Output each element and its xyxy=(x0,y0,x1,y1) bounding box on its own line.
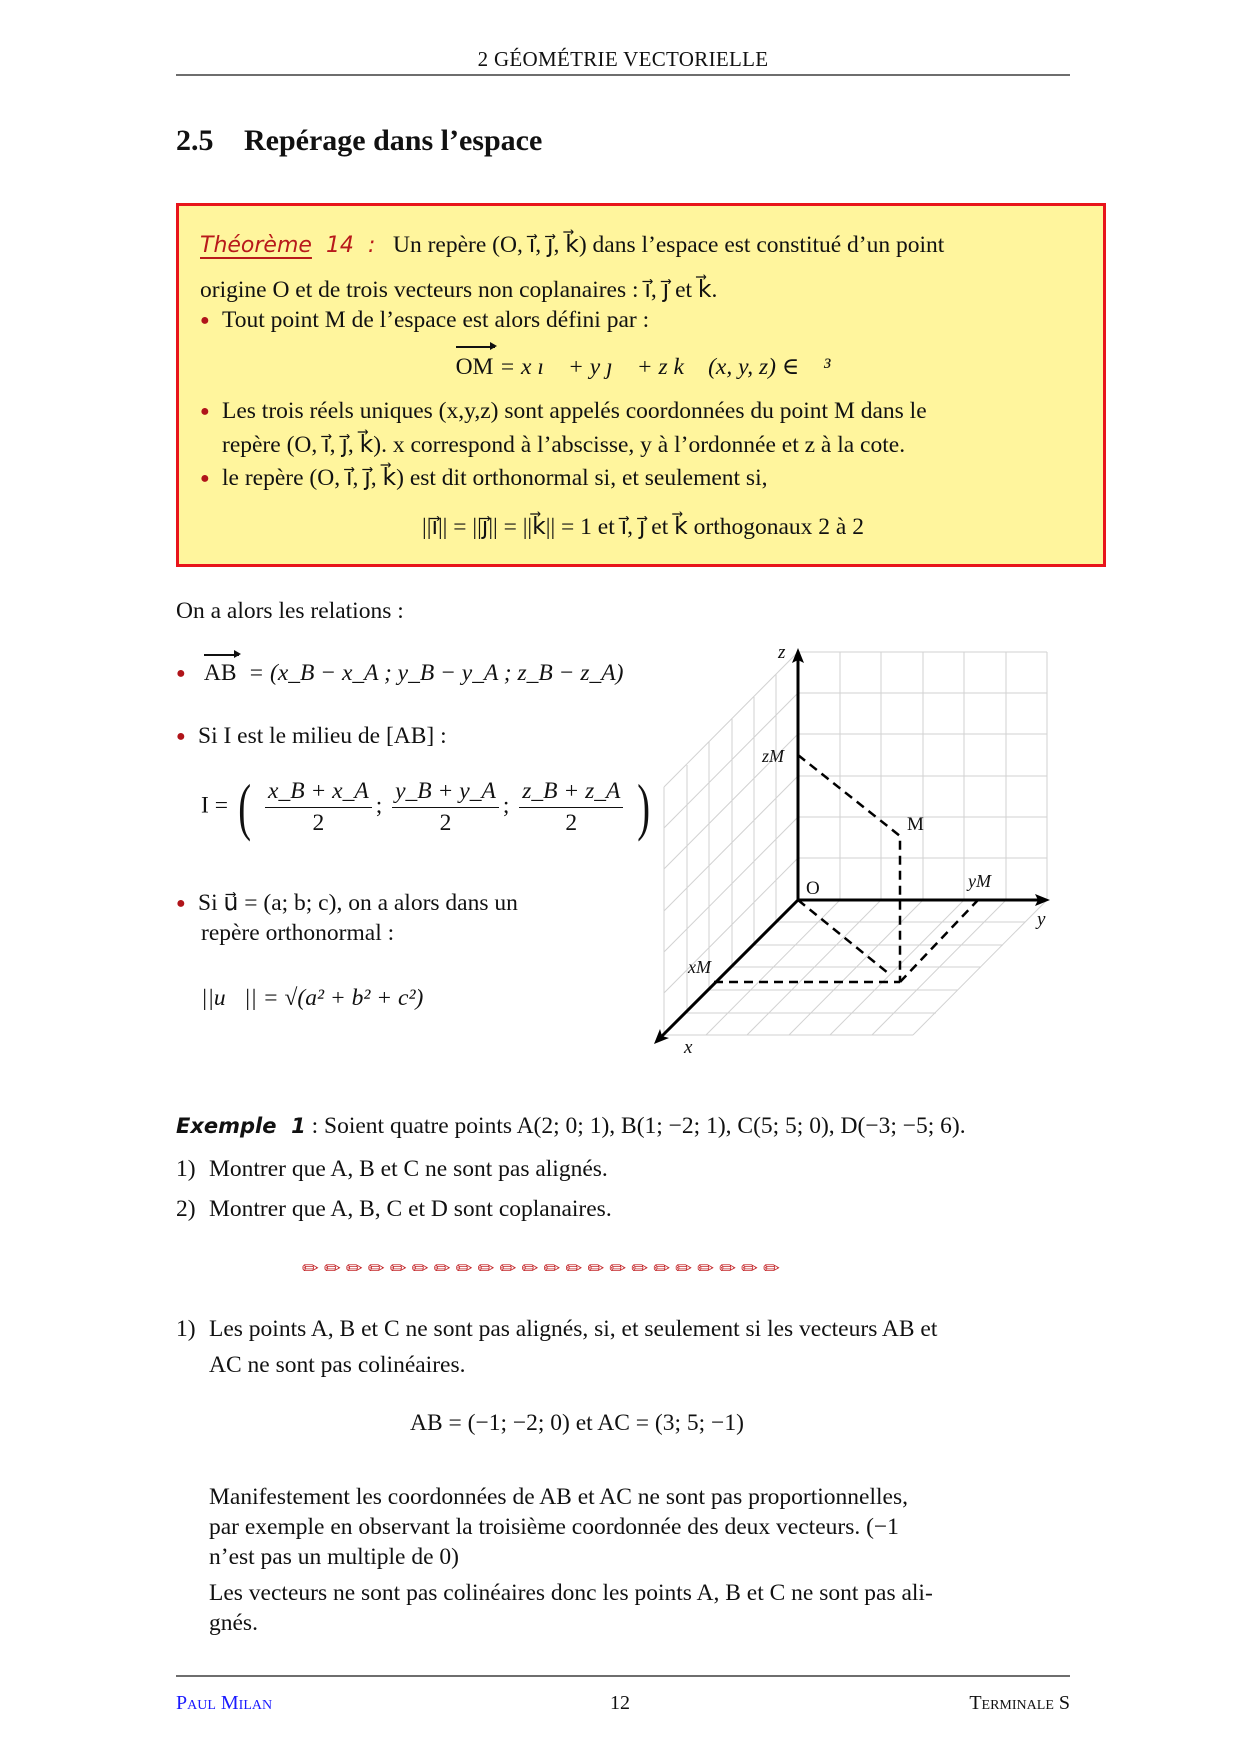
theorem-bullet-2: ● Les trois réels uniques (x,y,z) sont appelés coordonnées du point M dans le xyxy=(200,396,1086,427)
solution-para1-line3: n’est pas un multiple de 0) xyxy=(209,1544,459,1570)
ym-label: yM xyxy=(968,871,991,891)
bullet-icon: ● xyxy=(200,470,210,487)
origin-label: O xyxy=(806,878,820,899)
example-question-2: 2) Montrer que A, B, C et D sont coplanaires. xyxy=(176,1196,612,1222)
xm-label: xM xyxy=(688,957,711,977)
bullet-icon: ● xyxy=(176,728,186,745)
axes xyxy=(654,648,1050,1044)
solution-line-1: 1) Les points A, B et C ne sont pas alignés, si, et seulement si les vecteurs AB et xyxy=(176,1316,938,1342)
theorem-bullet-3: ● le repère (O, ı⃗, ȷ⃗, k⃗) est dit orthonormal si, et seulement si, xyxy=(200,463,1086,494)
vector-om: OM xyxy=(455,354,494,380)
theorem-bullet-2-cont: repère (O, ı⃗, ȷ⃗, k⃗). x correspond à l’abscisse, y à l’ordonnée et z à la cote. xyxy=(222,432,906,458)
section-title xyxy=(176,124,542,158)
footer-author: Paul Milan xyxy=(176,1692,273,1714)
theorem-intro-line-1 xyxy=(200,230,1086,261)
midpoint-formula: I = ( $\frac{x\_B + x\_A}{2}$ ; $\frac{y\_B + y\_A}{2}$ ; $\frac{z\_B + z\_A}{2}$ ) xyxy=(201,771,651,842)
theorem-box xyxy=(176,203,1106,567)
axis-label-x: x xyxy=(684,1037,693,1058)
bullet-icon: ● xyxy=(200,312,210,329)
zm-label: zM xyxy=(762,746,784,766)
solution-para2-line1: Les vecteurs ne sont pas colinéaires donc les points A, B et C ne sont pas ali- xyxy=(209,1580,933,1606)
bullet-icon: ● xyxy=(200,403,210,420)
example-question-1: 1) Montrer que A, B et C ne sont pas alignés. xyxy=(176,1156,608,1182)
solution-line-2: AC ne sont pas colinéaires. xyxy=(209,1352,466,1378)
bullet-icon: ● xyxy=(176,895,186,912)
footer-page-number: 12 xyxy=(610,1692,630,1714)
midpoint-frac-y: $\frac{y\_B + y\_A}{2}$ xyxy=(392,778,499,837)
theorem-label: Théorème 14 : xyxy=(200,233,376,258)
axis-label-y: y xyxy=(1037,909,1046,930)
running-header: 2 GÉOMÉTRIE VECTORIELLE xyxy=(477,47,769,71)
example-label: Exemple 1 xyxy=(176,1114,306,1138)
solution-para1-line1: Manifestement les coordonnées de AB et AC ne sont pas proportionnelles, xyxy=(209,1484,908,1510)
ab-formula: = (x_B − x_A ; y_B − y_A ; z_B − z_A) xyxy=(248,660,624,686)
relation-ab xyxy=(176,660,623,687)
example-statement: Exemple 1 : Soient quatre points A(2; 0; 1), B(1; −2; 1), C(5; 5; 0), D(−3; −5; 6). xyxy=(176,1113,966,1139)
midpoint-frac-x: $\frac{x\_B + x\_A}{2}$ xyxy=(265,778,372,837)
formula-norm: ||ı⃗|| = ||ȷ⃗|| = ||k⃗|| = 1 et ı⃗, ȷ⃗ et k⃗ orthogonaux 2 à 2 xyxy=(422,514,864,540)
formula-om: OM = x ı⃗ + y ȷ⃗ + z k⃗ (x, y, z) ∈ ℝ³ xyxy=(455,354,831,380)
figure-labels xyxy=(683,642,1046,1058)
pencil-separator: ✏✏✏✏✏✏✏✏✏✏✏✏✏✏✏✏✏✏✏✏✏✏ xyxy=(302,1258,786,1280)
midpoint-frac-z: $\frac{z\_B + z\_A}{2}$ xyxy=(519,778,623,837)
solution-para1-line2: par exemple en observant la troisième coordonnée des deux vecteurs. (−1 xyxy=(209,1514,899,1540)
point-m-label: M xyxy=(907,814,924,835)
footer-class: Terminale S xyxy=(969,1692,1070,1714)
theorem-intro-1: Un repère (O, ı⃗, ȷ⃗, k⃗) dans l’espace est constitué d’un point xyxy=(392,232,945,258)
header-rule xyxy=(176,74,1070,76)
relations-intro: On a alors les relations : xyxy=(176,598,404,624)
theorem-intro-2: origine O et de trois vecteurs non coplanaires : ı⃗, ȷ⃗ et k⃗. xyxy=(200,277,718,303)
theorem-bullet-1: ● Tout point M de l’espace est alors défini par : xyxy=(200,305,1086,336)
section-number: 2.5 xyxy=(176,124,214,157)
axis-label-z: z xyxy=(778,642,786,663)
bullet-icon: ● xyxy=(176,665,186,682)
solution-vectors: AB = (−1; −2; 0) et AC = (3; 5; −1) xyxy=(410,1410,744,1436)
solution-para2-line2: gnés. xyxy=(209,1610,258,1636)
coordinate-system-figure xyxy=(640,630,1080,1070)
norm-formula: ||u⃗|| = √(a² + b² + c²) xyxy=(201,985,424,1011)
relation-midpoint-text: ● Si I est le milieu de [AB] : xyxy=(176,723,447,749)
section-title-text: Repérage dans l’espace xyxy=(244,124,543,157)
relation-norm-text-2: repère orthonormal : xyxy=(201,920,395,946)
theorem-content xyxy=(200,226,1086,542)
vector-ab: AB xyxy=(203,660,237,686)
footer-rule xyxy=(176,1675,1070,1677)
relation-norm-text: ● Si u⃗ = (a; b; c), on a alors dans un xyxy=(176,890,518,916)
